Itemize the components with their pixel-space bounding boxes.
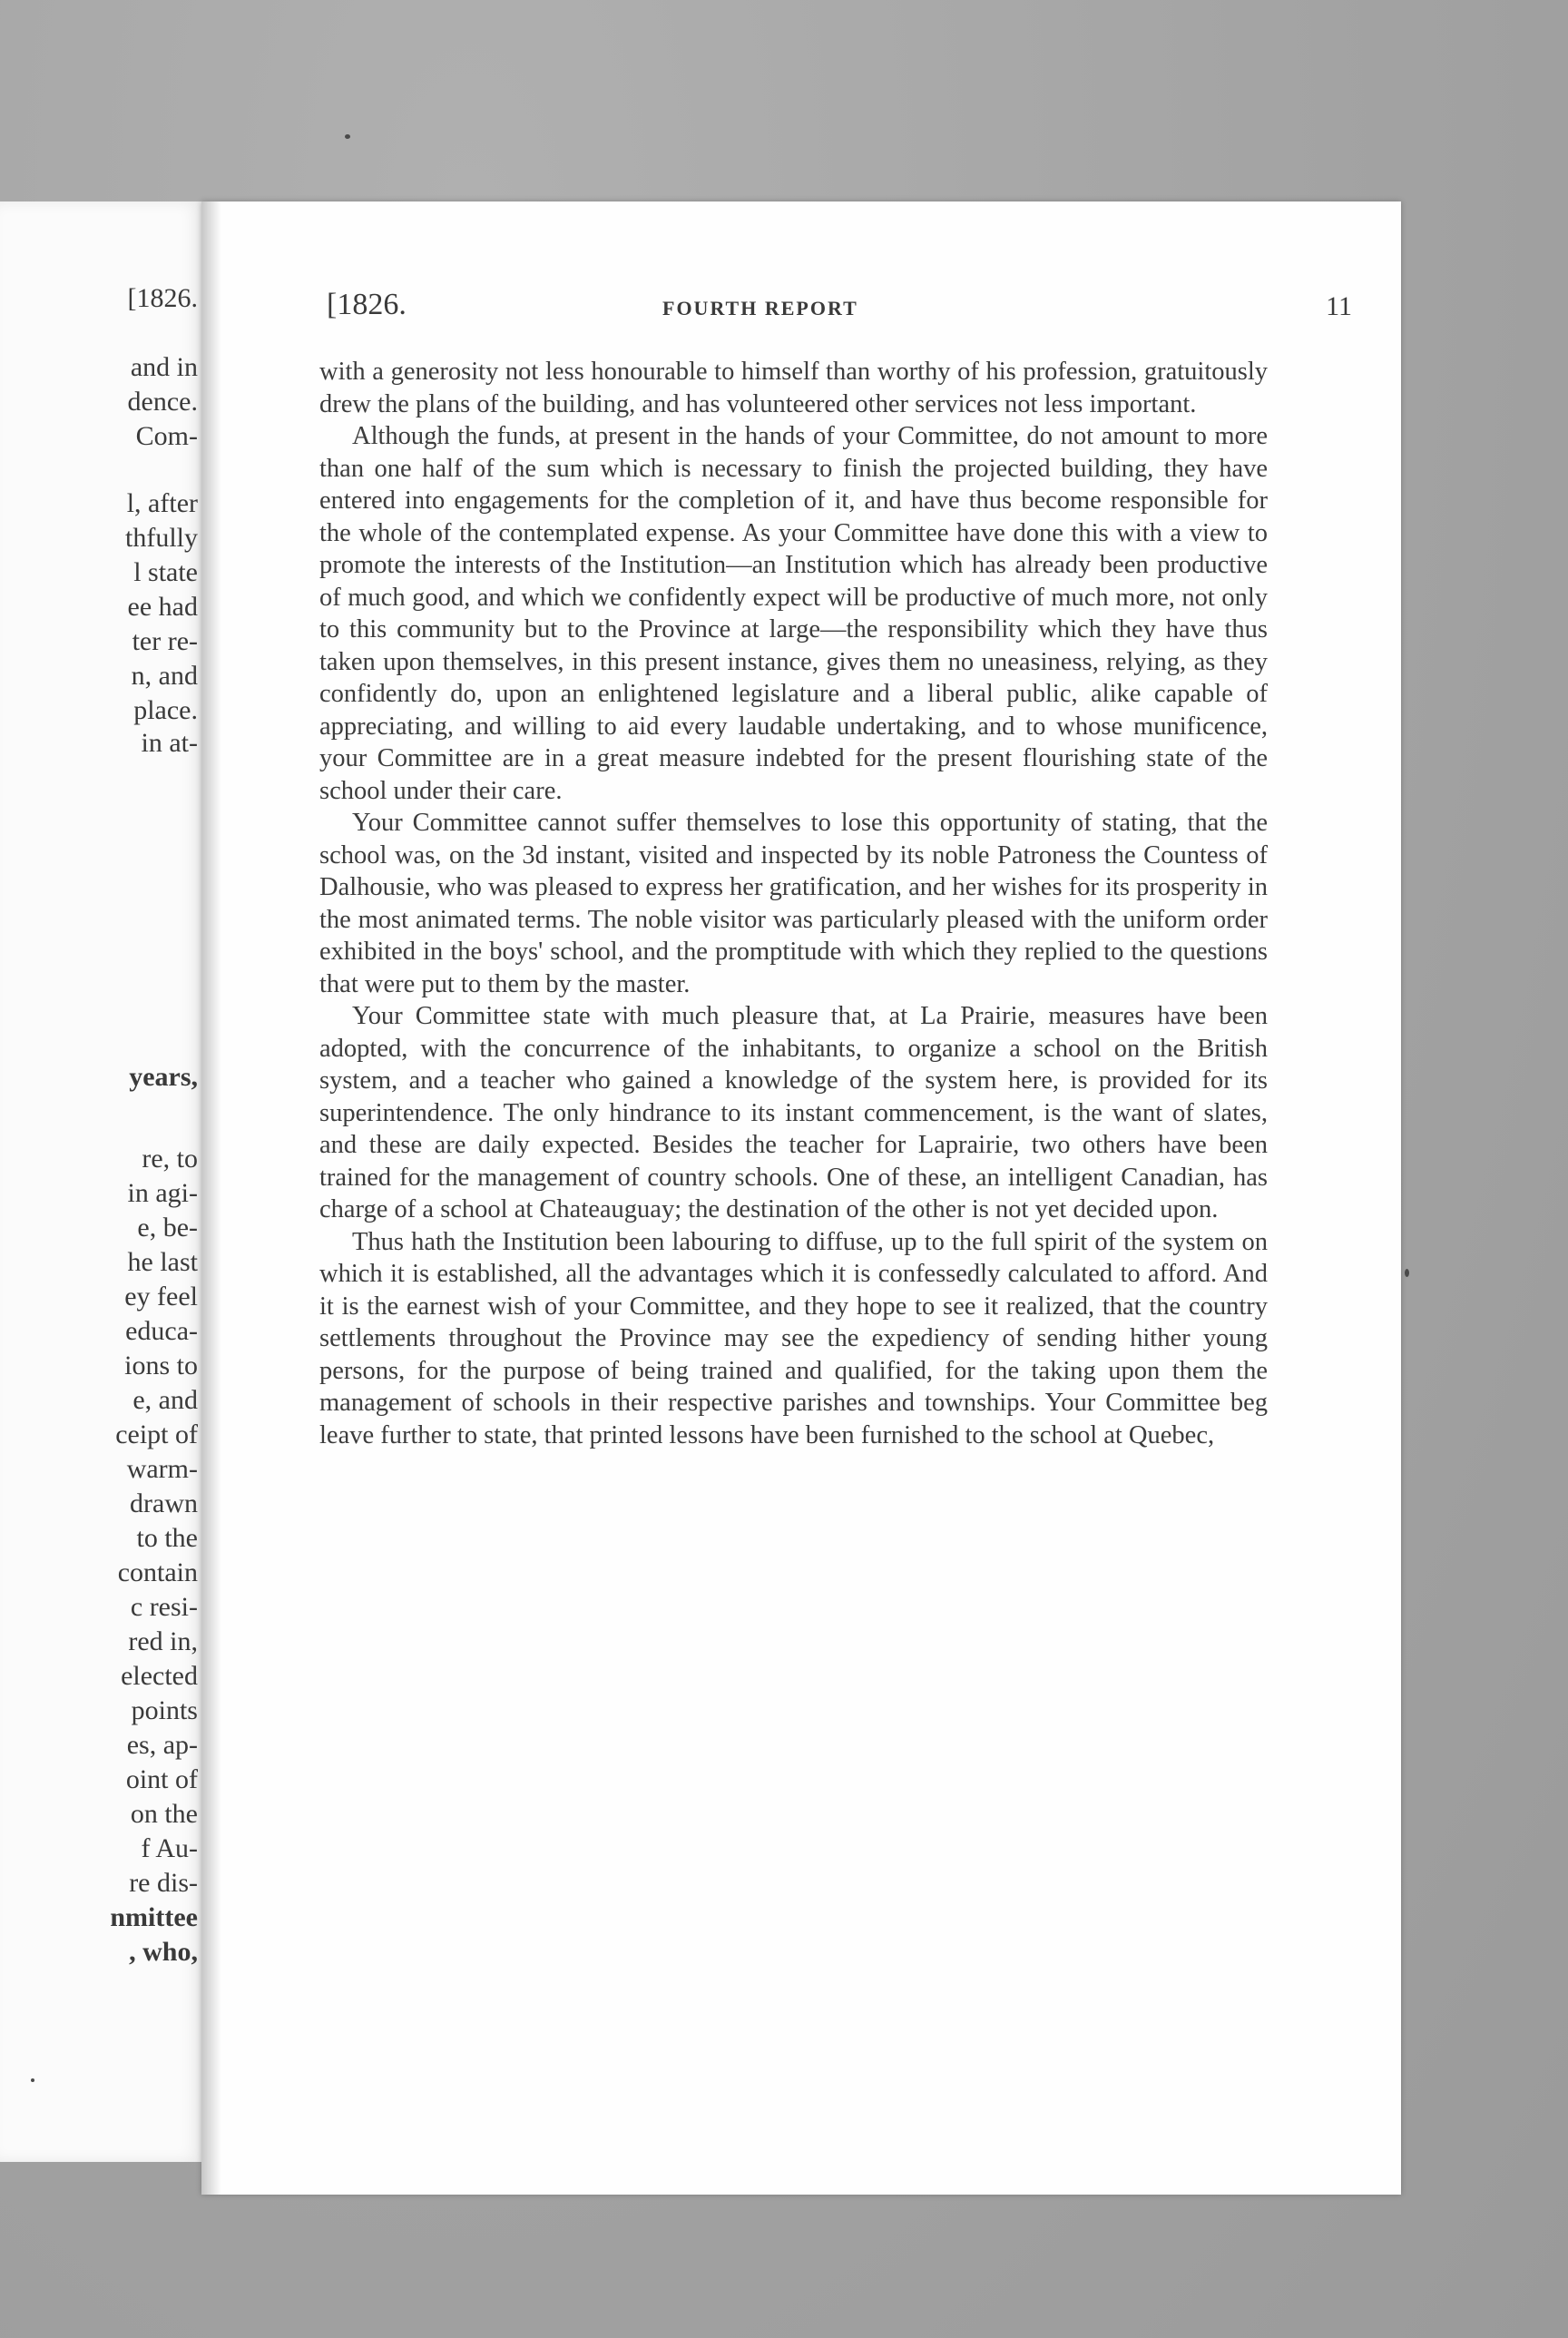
left-page-line: oint of <box>125 1764 198 1794</box>
page-header <box>327 288 1352 333</box>
left-page-line: [1826. <box>127 283 198 313</box>
left-page-line: Com- <box>135 421 198 451</box>
left-page-line: drawn <box>130 1488 198 1518</box>
header-year: [1826. <box>327 288 407 321</box>
left-page-line: , who, <box>129 1937 198 1967</box>
left-page-line: re, to <box>142 1144 198 1174</box>
left-page-line: years, <box>129 1062 198 1092</box>
left-page-line: place. <box>133 695 198 725</box>
left-page-line: he last <box>127 1247 198 1277</box>
left-page-line: red in, <box>128 1626 198 1656</box>
left-page-line: on the <box>130 1799 198 1829</box>
left-page-fragment <box>0 201 206 2162</box>
running-title: FOURTH REPORT <box>662 297 858 319</box>
left-page-line: warm- <box>126 1454 198 1484</box>
left-page-line: es, ap- <box>126 1730 198 1760</box>
left-page-line: f Au- <box>141 1833 198 1863</box>
left-page-line: ions to <box>124 1351 198 1380</box>
left-page-line: in agi- <box>127 1178 198 1208</box>
left-page-line: re dis- <box>129 1868 198 1898</box>
left-page-line: ey feel <box>124 1282 198 1311</box>
body-text <box>319 356 1268 1451</box>
left-page-line: nmittee <box>110 1902 198 1932</box>
left-page-line: to the <box>136 1523 198 1553</box>
left-page-line: e, and <box>132 1385 198 1415</box>
left-page-line: ter re- <box>132 626 198 656</box>
paragraph: with a generosity not less honourable to himself than worthy of his profession, gratuitously drew the plans of the building, and has volunteered other services not less important. <box>319 358 1268 418</box>
left-page-line: points <box>131 1695 198 1725</box>
left-page-line: c resi- <box>130 1592 198 1622</box>
scan-speck <box>31 2078 34 2082</box>
gutter-shadow <box>201 201 221 2195</box>
left-page-line: l state <box>133 557 198 587</box>
left-page-line: dence. <box>127 387 198 417</box>
document-page <box>201 201 1401 2195</box>
left-page-line: elected <box>121 1661 198 1691</box>
left-page-line: educa- <box>125 1316 198 1346</box>
left-page-line: e, be- <box>137 1213 198 1243</box>
left-page-line: contain <box>117 1557 198 1587</box>
paragraph: Although the funds, at present in the hands of your Committee, do not amount to more than one half of the sum which is necessary to finish the projected building, they have entered into engagements for the completion of it, and have thus become responsible for the whole of the contemplated expense. As your Committee have done this with a view to promote the interests of the Institution—an Institution which has already been productive of much good, and which we confidently expect will be productive of much more, not only to this community but to the Province at large—the responsibility which they have thus taken upon themselves, in this present instance, gives them no uneasiness, relying, as they confidently do, upon an enlightened legislature and a liberal public, alike capable of appreciating, and willing to aid every laudable undertaking, and to whose munificence, your Committee are in a great measure indebted for the present flourishing state of the school under their care. <box>319 422 1268 805</box>
scan-speck <box>345 134 350 139</box>
left-page-line: n, and <box>131 661 198 691</box>
page-number: 11 <box>1326 291 1352 321</box>
left-page-line: and in <box>130 352 198 382</box>
left-page-line: l, after <box>126 488 198 518</box>
left-page-line: ceipt of <box>115 1420 198 1449</box>
paragraph: Your Committee state with much pleasure that, at La Prairie, measures have been adopted, with the concurrence of the inhabitants, to organize a school on the British system, and a teacher who gained a knowledge of the system here, is provided for its superintendence. The only hindrance to its instant commencement, is the want of slates, and these are daily expected. Besides the teacher for Laprairie, two others have been trained for the management of country schools. One of these, an intelligent Canadian, has charge of a school at Chateauguay; the destination of the other is not yet decided upon. <box>319 1002 1268 1223</box>
paragraph: Your Committee cannot suffer themselves to lose this opportunity of stating, that the school was, on the 3d instant, visited and inspected by its noble Patroness the Countess of Dalhousie, who was pleased to express her gratification, and her wishes for its prosperity in the most animated terms. The noble visitor was particularly pleased with the uniform order exhibited in the boys' school, and the promptitude with which they replied to the questions that were put to them by the master. <box>319 809 1268 998</box>
left-page-line: thfully <box>125 523 198 553</box>
scan-speck <box>1405 1269 1409 1277</box>
left-page-line: ee had <box>127 592 198 622</box>
paragraph: Thus hath the Institution been labouring to diffuse, up to the full spirit of the system on which it is established, all the advantages which it is confessedly calculated to afford. And it is the earnest wish of your Committee, and they hope to see it realized, that the country settlements throughout the Province may see the expediency of sending hither young persons, for the purpose of being trained and qualified, for the taking upon them the management of schools in their respective parishes and townships. Your Committee beg leave further to state, that printed lessons have been furnished to the school at Quebec, <box>319 1227 1268 1449</box>
left-page-line: in at- <box>141 728 198 758</box>
